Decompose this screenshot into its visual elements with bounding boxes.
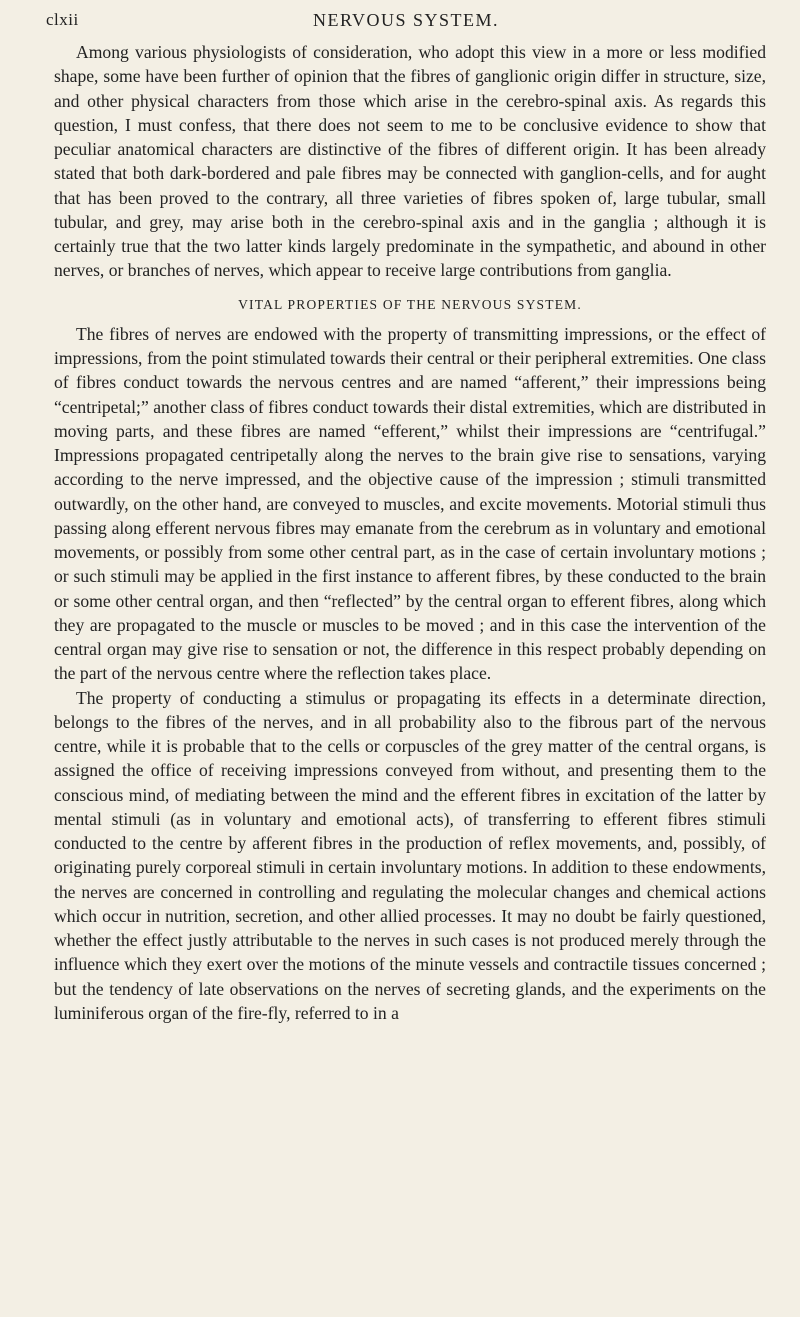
section-heading: VITAL PROPERTIES OF THE NERVOUS SYSTEM. — [238, 296, 582, 312]
paragraph: Among various physiologists of consideration, who adopt this view in a more or less modified shape, some have been further of opinion that the fibres of ganglionic origin differ in structure, size, and other physical characters from those which arise in the cerebro-spinal axis. As regards this question, I must confess, that there does not seem to me to be conclusive evidence to show that peculiar anatomical characters are distinctive of the fibres of different origin. It has been already stated that both dark-bordered and pale fibres may be connected with ganglion-cells, and for aught that has been proved to the contrary, all three varieties of fibres spoken of, large tubular, small tubular, and grey, may arise both in the cerebro-spinal axis and in the ganglia ; although it is certainly true that the two latter kinds largely predominate in the sympathetic, and abound in other nerves, or branches of nerves, which appear to receive large contributions from ganglia. — [54, 42, 766, 281]
page-number: clxii — [46, 10, 79, 29]
paragraph: The fibres of nerves are endowed with the property of transmitting impressions, or the effect of impressions, from the point stimulated towards their central or their peripheral extremities. One class of fibres conduct towards the nervous centres and are named “afferent,” their impressions being “centripetal;” another class of fibres conduct towards their distal extremities, which are distributed in moving parts, and these fibres are named “efferent,” whilst their impressions are “centrifugal.” Impressions propagated centripetally along the nerves to the brain give rise to sensations, varying according to the nerve impressed, and the objective cause of the impression ; stimuli transmitted outwardly, on the other hand, are conveyed to muscles, and excite movements. Motorial stimuli thus passing along efferent nervous fibres may emanate from the cerebrum as in voluntary and emotional movements, or possibly from some other central part, as in the case of certain involuntary motions ; or such stimuli may be applied in the first instance to afferent fibres, by these conducted to the brain or some other central organ, and then “reflected” by the central organ to efferent fibres, along which they are propagated to the muscle or muscles to be moved ; and in this case the intervention of the central organ may give rise to sensation or not, the difference in this respect probably depending on the part of the nervous centre where the reflection takes place. — [54, 323, 766, 684]
page-header — [46, 10, 766, 34]
paragraph: The property of conducting a stimulus or propagating its effects in a determinate direction, belongs to the fibres of the nerves, and in all probability also to the fibrous part of the nervous centre, while it is probable that to the cells or corpuscles of the grey matter of the central organs, is assigned the office of receiving impressions conveyed from without, and presenting them to the conscious mind, of mediating between the mind and the efferent fibres in excitation of the latter by mental stimuli (as in voluntary and emotional acts), of transferring to efferent fibres stimuli conducted to the centre by afferent fibres in the production of reflex movements, and, possibly, of originating purely corporeal stimuli in certain involuntary motions. In addition to these endowments, the nerves are concerned in controlling and regulating the molecular changes and chemical actions which occur in nutrition, secretion, and other allied processes. It may no doubt be fairly questioned, whether the effect justly attributable to the nerves in such cases is not produced merely through the influence which they exert over the motions of the minute vessels and contractile tissues concerned ; but the tendency of late observations on the nerves of secreting glands, and the experiments on the luminiferous organ of the fire-fly, referred to in a — [54, 687, 766, 1023]
running-head: NERVOUS SYSTEM. — [312, 10, 500, 30]
body-text — [54, 40, 766, 1025]
